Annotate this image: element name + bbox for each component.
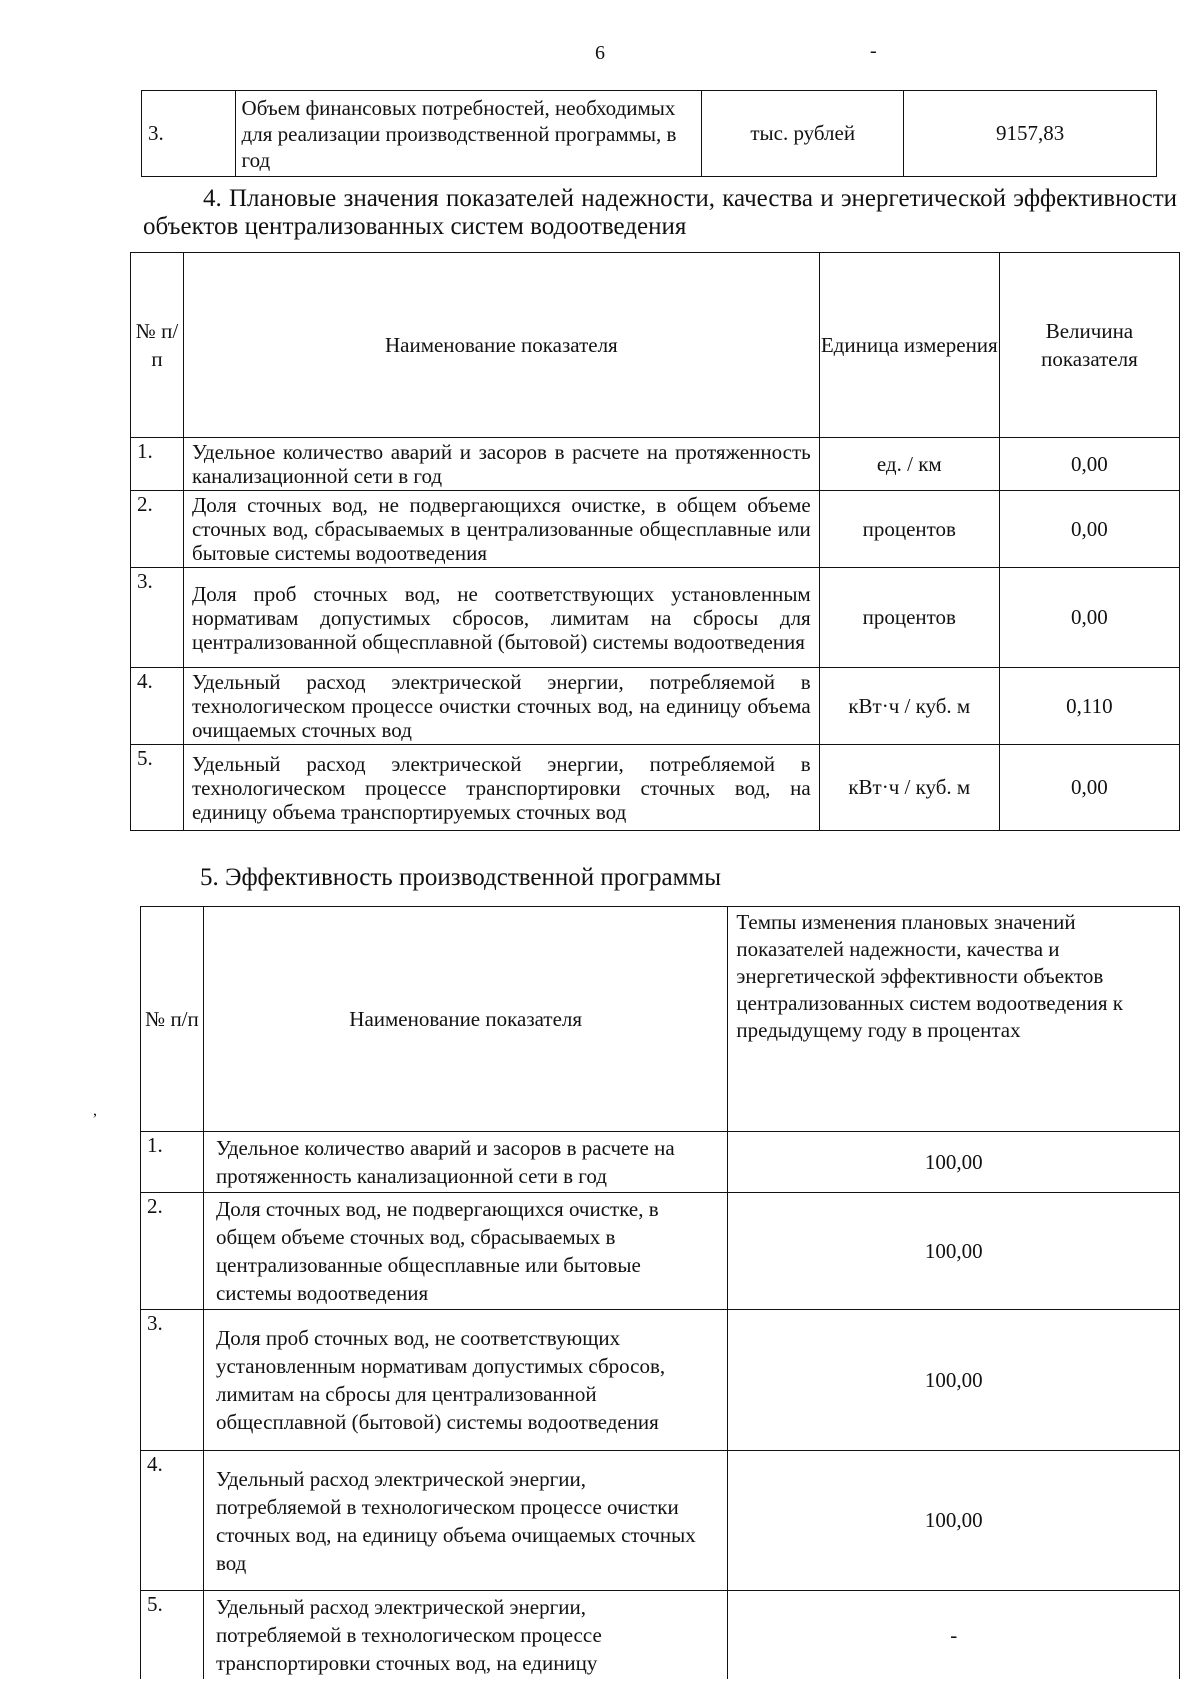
row-number: 5.	[131, 745, 184, 831]
indicator-name: Удельное количество аварий и засоров в расчете на протяженность канализационной сети в год	[183, 438, 819, 491]
row-number: 1.	[141, 1132, 204, 1193]
indicator-name: Доля сточных вод, не подвергающихся очистке, в общем объеме сточных вод, сбрасываемых в централизованные общесплавные или бытовые системы водоотведения	[183, 491, 819, 568]
row-number: 3.	[142, 91, 236, 177]
unit-cell: кВт·ч / куб. м	[819, 668, 999, 745]
header-num: № п/п	[131, 253, 184, 438]
unit-cell: процентов	[819, 568, 999, 668]
row-number: 3.	[131, 568, 184, 668]
value-cell: 0,110	[999, 668, 1179, 745]
unit-cell: кВт·ч / куб. м	[819, 745, 999, 831]
financial-needs-table	[141, 90, 1157, 177]
value-cell: 0,00	[999, 491, 1179, 568]
table-header-row	[141, 907, 1180, 1132]
top-dash-mark: -	[870, 40, 877, 62]
indicator-name: Удельное количество аварий и засоров в расчете на протяженность канализационной сети в год	[203, 1132, 727, 1193]
header-unit: Единица измерения	[819, 253, 999, 438]
value-cell: 0,00	[999, 568, 1179, 668]
row-number: 3.	[141, 1310, 204, 1451]
value-cell: 100,00	[728, 1193, 1180, 1310]
table-row	[131, 668, 1180, 745]
unit-cell: тыс. рублей	[702, 91, 904, 177]
section-4-table	[130, 252, 1180, 831]
section-5-table	[140, 906, 1180, 1679]
unit-cell: процентов	[819, 491, 999, 568]
value-cell: 9157,83	[904, 91, 1157, 177]
row-number: 4.	[131, 668, 184, 745]
indicator-name: Доля сточных вод, не подвергающихся очистке, в общем объеме сточных вод, сбрасываемых в централизованные общесплавные или бытовые системы водоотведения	[203, 1193, 727, 1310]
row-number: 1.	[131, 438, 184, 491]
page-number: 6	[595, 42, 605, 64]
header-name: Наименование показателя	[183, 253, 819, 438]
row-number: 2.	[131, 491, 184, 568]
table-row	[131, 568, 1180, 668]
table-row	[131, 438, 1180, 491]
unit-cell: ед. / км	[819, 438, 999, 491]
table-row	[141, 1193, 1180, 1310]
table-row	[131, 745, 1180, 831]
row-number: 4.	[141, 1451, 204, 1591]
stray-mark: ,	[93, 1102, 97, 1119]
value-cell: 100,00	[728, 1310, 1180, 1451]
value-cell: 100,00	[728, 1132, 1180, 1193]
table-row	[142, 91, 1157, 177]
section-4-title: 4. Плановые значения показателей надежности, качества и энергетической эффективности объектов централизованных систем водоотведения	[143, 185, 1177, 240]
indicator-name: Объем финансовых потребностей, необходимых для реализации производственной программы, в год	[235, 91, 702, 177]
section-5-title: 5. Эффективность производственной программы	[200, 864, 722, 891]
table-row	[141, 1132, 1180, 1193]
value-cell: 0,00	[999, 438, 1179, 491]
indicator-name: Доля проб сточных вод, не соответствующих установленным нормативам допустимых сбросов, лимитам на сбросы для централизованной общесплавной (бытовой) системы водоотведения	[203, 1310, 727, 1451]
indicator-name: Доля проб сточных вод, не соответствующих установленным нормативам допустимых сбросов, лимитам на сбросы для централизованной общесплавной (бытовой) системы водоотведения	[183, 568, 819, 668]
table-row	[141, 1591, 1180, 1680]
indicator-name: Удельный расход электрической энергии, потребляемой в технологическом процессе транспортировки сточных вод, на единицу объема транспортируемых сточных вод	[183, 745, 819, 831]
value-cell: 100,00	[728, 1451, 1180, 1591]
header-rate: Темпы изменения плановых значений показателей надежности, качества и энергетической эффективности объектов централизованных систем водоотведения к предыдущему году в процентах	[728, 907, 1180, 1132]
row-number: 2.	[141, 1193, 204, 1310]
table-row	[141, 1451, 1180, 1591]
value-cell: 0,00	[999, 745, 1179, 831]
value-cell: -	[728, 1591, 1180, 1680]
row-number: 5.	[141, 1591, 204, 1680]
table-row	[141, 1310, 1180, 1451]
table-row	[131, 491, 1180, 568]
header-name: Наименование показателя	[203, 907, 727, 1132]
header-num: № п/п	[141, 907, 204, 1132]
indicator-name: Удельный расход электрической энергии, потребляемой в технологическом процессе транспортировки сточных вод, на единицу	[203, 1591, 727, 1680]
table-header-row	[131, 253, 1180, 438]
indicator-name: Удельный расход электрической энергии, потребляемой в технологическом процессе очистки сточных вод, на единицу объема очищаемых сточных вод	[203, 1451, 727, 1591]
indicator-name: Удельный расход электрической энергии, потребляемой в технологическом процессе очистки сточных вод, на единицу объема очищаемых сточных вод	[183, 668, 819, 745]
header-value: Величина показателя	[999, 253, 1179, 438]
